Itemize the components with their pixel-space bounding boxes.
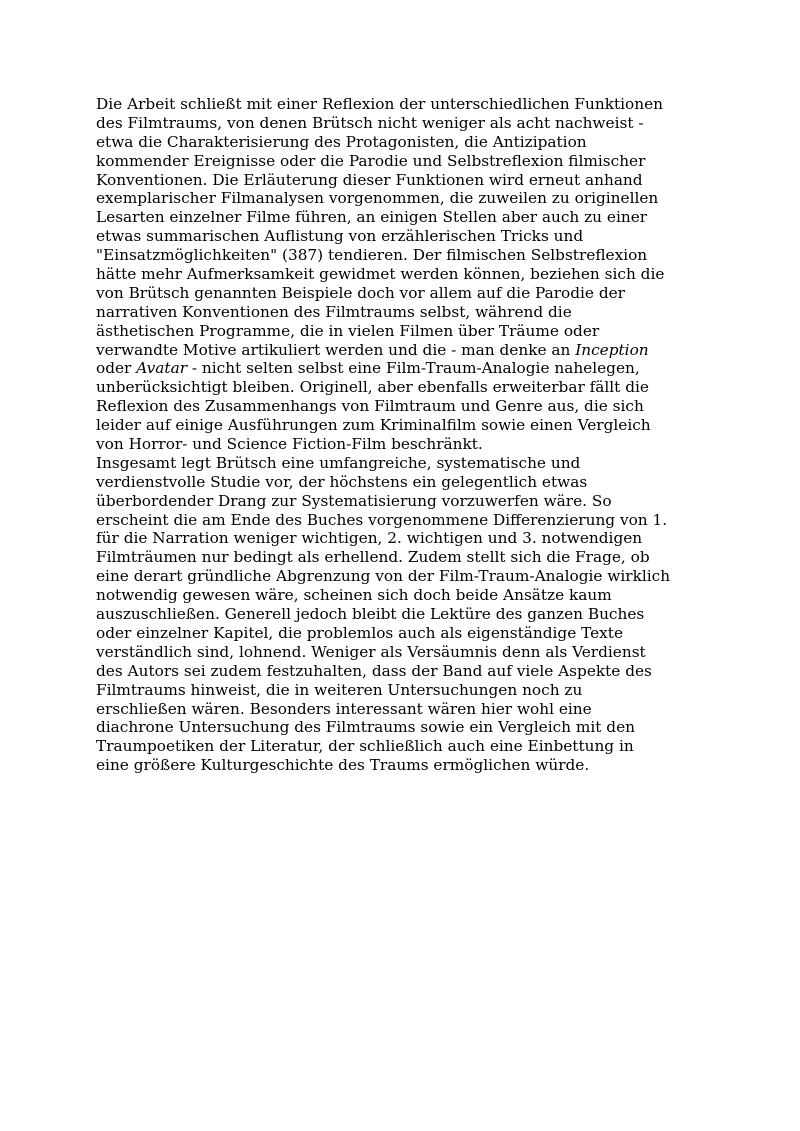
text-run: auszuschließen. Generell jedoch bleibt die Lektüre des ganzen Buches <box>96 605 645 624</box>
text-line <box>96 681 736 700</box>
text-run: leider auf einige Ausführungen zum Kriminalfilm sowie einen Vergleich <box>96 416 651 435</box>
text-line <box>96 246 736 265</box>
text-line <box>96 152 736 171</box>
text-run: des Filmtraums, von denen Brütsch nicht weniger als acht nachweist - <box>96 113 644 132</box>
text-line <box>96 378 736 397</box>
text-run: für die Narration weniger wichtigen, 2. wichtigen und 3. notwendigen <box>96 529 643 548</box>
text-run: Filmträumen nur bedingt als erhellend. Zudem stellt sich die Frage, ob <box>96 548 650 567</box>
text-run: verwandte Motive artikuliert werden und die - man denke an <box>96 340 576 359</box>
text-line <box>96 756 736 775</box>
text-run: Konventionen. Die Erläuterung dieser Funktionen wird erneut anhand <box>96 170 643 189</box>
text-line <box>96 189 736 208</box>
text-run: Lesarten einzelner Filme führen, an einigen Stellen aber auch zu einer <box>96 208 648 227</box>
text-run: oder einzelner Kapitel, die problemlos auch als eigenständige Texte <box>96 623 624 642</box>
text-line <box>96 133 736 152</box>
text-run: des Autors sei zudem festzuhalten, dass der Band auf viele Aspekte des <box>96 661 652 680</box>
text-line <box>96 114 736 133</box>
text-line <box>96 605 736 624</box>
text-run: Die Arbeit schließt mit einer Reflexion der unterschiedlichen Funktionen <box>96 95 664 113</box>
text-line <box>96 341 736 360</box>
text-run: kommender Ereignisse oder die Parodie und Selbstreflexion filmischer <box>96 151 646 170</box>
text-run: erscheint die am Ende des Buches vorgenommene Differenzierung von 1. <box>96 510 668 529</box>
text-run: unberücksichtigt bleiben. Originell, aber ebenfalls erweiterbar fällt die <box>96 378 649 397</box>
text-line <box>96 322 736 341</box>
text-run: - nicht selten selbst eine Film-Traum-Analogie nahelegen, <box>187 359 640 378</box>
text-line <box>96 737 736 756</box>
text-run: erschließen wären. Besonders interessant wären hier wohl eine <box>96 699 592 718</box>
text-line <box>96 227 736 246</box>
text-line <box>96 700 736 719</box>
film-title-italic: Avatar <box>136 359 188 378</box>
text-line <box>96 416 736 435</box>
text-run: diachrone Untersuchung des Filmtraums sowie ein Vergleich mit den <box>96 718 635 737</box>
text-line <box>96 511 736 530</box>
text-run: eine größere Kulturgeschichte des Traums ermöglichen würde. <box>96 756 590 775</box>
text-line <box>96 643 736 662</box>
text-line <box>96 265 736 284</box>
text-line <box>96 454 736 473</box>
text-line <box>96 95 736 114</box>
text-line <box>96 718 736 737</box>
text-run: eine derart gründliche Abgrenzung von der Film-Traum-Analogie wirklich <box>96 567 671 586</box>
text-line <box>96 473 736 492</box>
text-run: exemplarischer Filmanalysen vorgenommen, die zuweilen zu originellen <box>96 189 659 208</box>
text-run: narrativen Konventionen des Filmtraums selbst, während die <box>96 302 572 321</box>
text-line <box>96 208 736 227</box>
text-run: notwendig gewesen wäre, scheinen sich doch beide Ansätze kaum <box>96 586 612 605</box>
text-run: verdienstvolle Studie vor, der höchstens ein gelegentlich etwas <box>96 472 588 491</box>
text-line <box>96 492 736 511</box>
text-run: ästhetischen Programme, die in vielen Filmen über Träume oder <box>96 321 600 340</box>
text-run: verständlich sind, lohnend. Weniger als Versäumnis denn als Verdienst <box>96 642 646 661</box>
text-run: Insgesamt legt Brütsch eine umfangreiche, systematische und <box>96 453 581 472</box>
paragraph <box>96 95 736 454</box>
text-line <box>96 171 736 190</box>
text-run: hätte mehr Aufmerksamkeit gewidmet werden können, beziehen sich die <box>96 265 665 284</box>
text-run: Traumpoetiken der Literatur, der schließlich auch eine Einbettung in <box>96 737 634 756</box>
text-line <box>96 548 736 567</box>
text-line <box>96 529 736 548</box>
text-run: etwas summarischen Auflistung von erzählerischen Tricks und <box>96 227 584 246</box>
text-line <box>96 435 736 454</box>
text-line <box>96 284 736 303</box>
text-run: Filmtraums hinweist, die in weiteren Untersuchungen noch zu <box>96 680 583 699</box>
text-line <box>96 567 736 586</box>
text-run: von Brütsch genannten Beispiele doch vor allem auf die Parodie der <box>96 283 625 302</box>
text-run: "Einsatzmöglichkeiten" (387) tendieren. Der filmischen Selbstreflexion <box>96 246 648 265</box>
paragraph <box>96 454 736 775</box>
text-run: überbordender Drang zur Systematisierung vorzuwerfen wäre. So <box>96 491 612 510</box>
text-run: oder <box>96 359 137 378</box>
text-run: etwa die Charakterisierung des Protagonisten, die Antizipation <box>96 132 587 151</box>
text-line <box>96 662 736 681</box>
text-line <box>96 397 736 416</box>
text-line <box>96 586 736 605</box>
text-line <box>96 624 736 643</box>
film-title-italic: Inception <box>575 340 649 359</box>
text-line <box>96 359 736 378</box>
document-page <box>96 95 736 775</box>
text-run: Reflexion des Zusammenhangs von Filmtraum und Genre aus, die sich <box>96 397 644 416</box>
text-run: von Horror- und Science Fiction-Film beschränkt. <box>96 435 483 454</box>
text-line <box>96 303 736 322</box>
